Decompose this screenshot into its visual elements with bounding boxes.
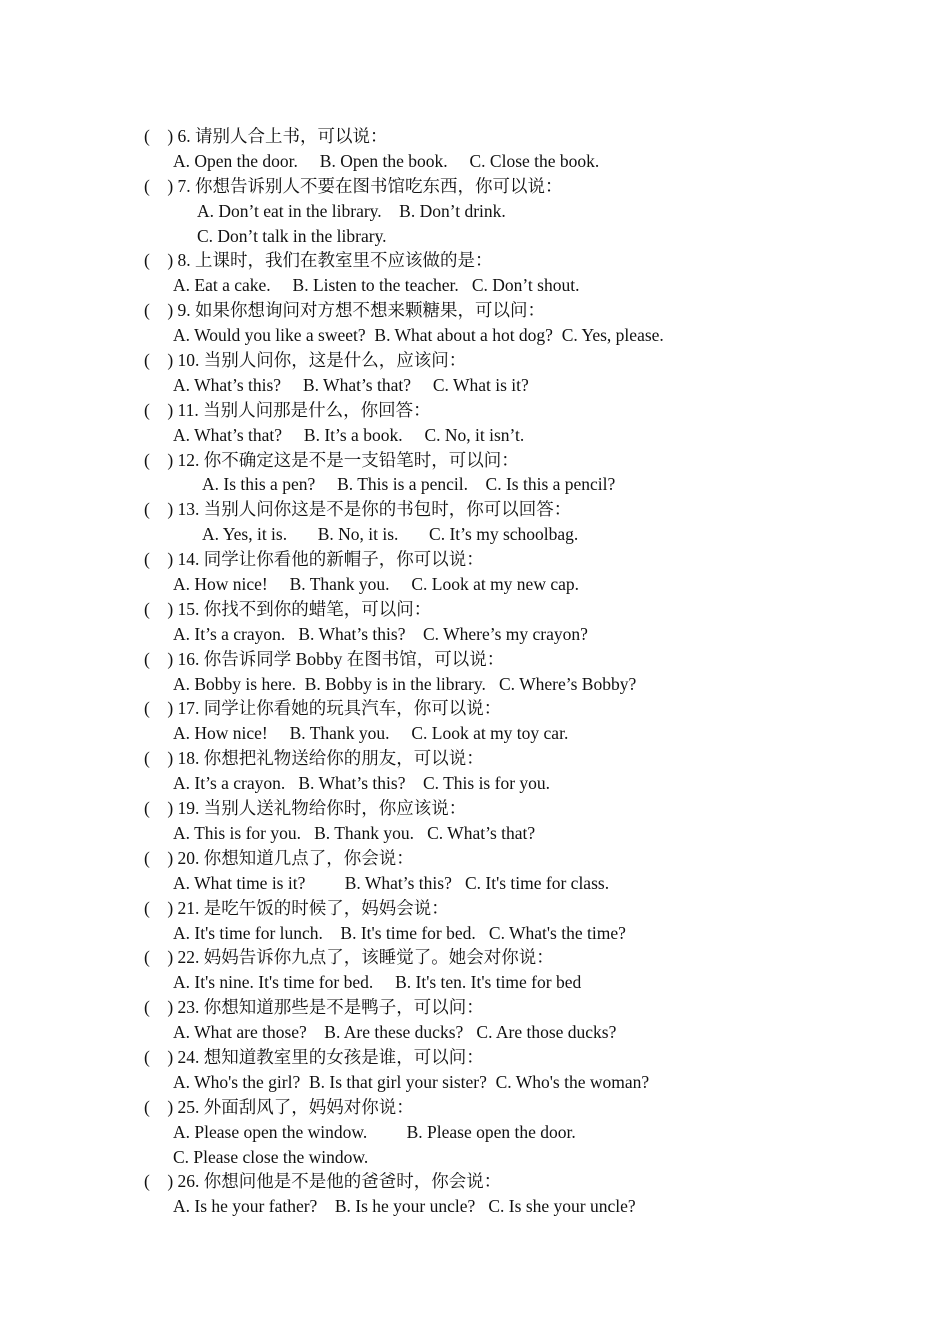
question-item <box>144 348 864 398</box>
question-item <box>144 796 864 846</box>
question-prompt: ( ) 19. 当别人送礼物给你时，你应该说： <box>144 798 467 819</box>
question-item <box>144 174 864 249</box>
question-prompt: ( ) 18. 你想把礼物送给你的朋友，可以说： <box>144 748 484 769</box>
question-prompt: ( ) 9. 如果你想询问对方想不想来颗糖果，可以问： <box>144 300 546 321</box>
question-prompt: ( ) 25. 外面刮风了，妈妈对你说： <box>144 1096 414 1117</box>
question-prompt: ( ) 20. 你想知道几点了，你会说： <box>144 847 414 868</box>
question-prompt: ( ) 14. 同学让你看他的新帽子，你可以说： <box>144 549 484 570</box>
question-item <box>144 248 864 298</box>
question-prompt: ( ) 24. 想知道教室里的女孩是谁，可以问： <box>144 1046 484 1067</box>
answer-options: A. It's nine. It's time for bed. B. It's ten. It's time for bed <box>173 972 582 993</box>
question-item <box>144 547 864 597</box>
answer-options: A. How nice! B. Thank you. C. Look at my new cap. <box>173 574 579 595</box>
answer-options: A. Don’t eat in the library. B. Don’t drink. <box>197 200 506 221</box>
question-prompt: ( ) 21. 是吃午饭的时候了，妈妈会说： <box>144 897 449 918</box>
answer-options: A. Open the door. B. Open the book. C. Close the book. <box>173 150 600 171</box>
answer-options: A. What’s that? B. It’s a book. C. No, it isn’t. <box>173 424 525 445</box>
question-prompt: ( ) 6. 请别人合上书，可以说： <box>144 126 388 146</box>
question-item <box>144 846 864 896</box>
answer-options: A. Who's the girl? B. Is that girl your sister? C. Who's the woman? <box>173 1071 650 1092</box>
answer-options: A. It's time for lunch. B. It's time for bed. C. What's the time? <box>173 922 626 943</box>
question-prompt: ( ) 11. 当别人问那是什么，你回答： <box>144 399 431 420</box>
answer-options: A. Is he your father? B. Is he your uncle? C. Is she your uncle? <box>173 1196 636 1217</box>
question-item <box>144 497 864 547</box>
question-prompt: ( ) 15. 你找不到你的蜡笔，可以问： <box>144 598 432 619</box>
answer-options: A. Bobby is here. B. Bobby is in the library. C. Where’s Bobby? <box>173 673 637 694</box>
answer-options: A. Please open the window. B. Please open the door. <box>173 1121 576 1142</box>
question-prompt: ( ) 23. 你想知道那些是不是鸭子，可以问： <box>144 997 484 1018</box>
question-prompt: ( ) 13. 当别人问你这是不是你的书包时，你可以回答： <box>144 499 572 520</box>
question-item <box>144 298 864 348</box>
answer-options: A. This is for you. B. Thank you. C. What’s that? <box>173 822 536 843</box>
question-item <box>144 995 864 1045</box>
question-prompt: ( ) 26. 你想问他是不是他的爸爸时，你会说： <box>144 1171 502 1192</box>
answer-options: A. What time is it? B. What’s this? C. It's time for class. <box>173 872 610 893</box>
answer-options: A. What are those? B. Are these ducks? C. Are those ducks? <box>173 1022 617 1043</box>
question-item <box>144 1045 864 1095</box>
answer-options: A. Eat a cake. B. Listen to the teacher. C. Don’t shout. <box>173 275 580 296</box>
answer-options: A. It’s a crayon. B. What’s this? C. Where’s my crayon? <box>173 623 588 644</box>
answer-options: A. What’s this? B. What’s that? C. What is it? <box>173 374 529 395</box>
question-item <box>144 597 864 647</box>
answer-options: A. How nice! B. Thank you. C. Look at my toy car. <box>173 723 569 744</box>
question-prompt: ( ) 16. 你告诉同学 Bobby 在图书馆，可以说： <box>144 648 505 669</box>
question-prompt: ( ) 8. 上课时，我们在教室里不应该做的是： <box>144 250 493 271</box>
question-prompt: ( ) 10. 当别人问你，这是什么，应该问： <box>144 350 467 371</box>
question-prompt: ( ) 17. 同学让你看她的玩具汽车，你可以说： <box>144 698 502 719</box>
question-list <box>144 124 864 1219</box>
question-item <box>144 945 864 995</box>
question-item <box>144 896 864 946</box>
question-item <box>144 448 864 498</box>
question-prompt: ( ) 22. 妈妈告诉你九点了，该睡觉了。她会对你说： <box>144 947 554 968</box>
question-item <box>144 398 864 448</box>
question-item <box>144 696 864 746</box>
answer-options: A. Would you like a sweet? B. What about a hot dog? C. Yes, please. <box>173 325 664 346</box>
answer-options: A. It’s a crayon. B. What’s this? C. This is for you. <box>173 773 551 794</box>
question-item <box>144 1169 864 1219</box>
question-prompt: ( ) 7. 你想告诉别人不要在图书馆吃东西，你可以说： <box>144 175 563 196</box>
question-prompt: ( ) 12. 你不确定这是不是一支铅笔时，可以问： <box>144 449 519 470</box>
question-item <box>144 746 864 796</box>
answer-options: A. Yes, it is. B. No, it is. C. It’s my schoolbag. <box>202 524 579 545</box>
answer-options: C. Don’t talk in the library. <box>197 225 387 246</box>
question-item <box>144 647 864 697</box>
answer-options: A. Is this a pen? B. This is a pencil. C. Is this a pencil? <box>202 474 616 495</box>
answer-options: C. Please close the window. <box>173 1146 369 1167</box>
question-item <box>144 1095 864 1170</box>
question-item <box>144 124 864 174</box>
